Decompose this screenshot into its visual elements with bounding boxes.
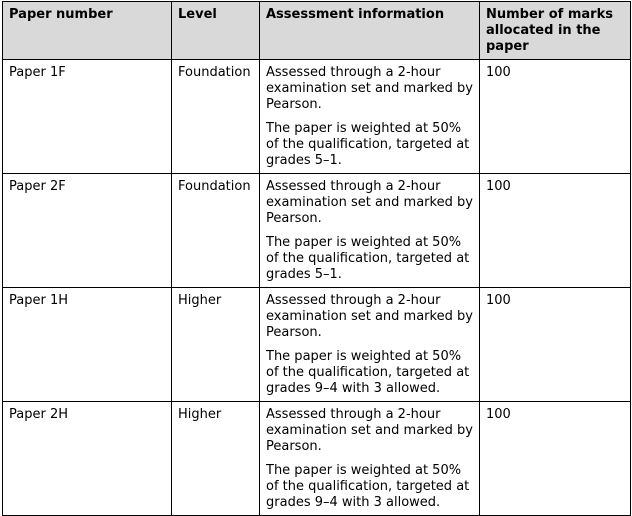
cell-paper: Paper 2H	[3, 402, 172, 516]
cell-level: Higher	[172, 288, 260, 402]
cell-paper: Paper 1F	[3, 60, 172, 174]
cell-marks: 100	[480, 402, 631, 516]
weighting-text: The paper is weighted at 50% of the qualification, targeted at grades 5–1.	[266, 235, 470, 282]
cell-marks: 100	[480, 60, 631, 174]
table-body	[3, 60, 631, 516]
header-row	[3, 2, 631, 60]
cell-level: Foundation	[172, 60, 260, 174]
cell-paper: Paper 1H	[3, 288, 172, 402]
header-number-of-marks: Number of marks allocated in the paper	[480, 2, 631, 60]
header-paper-number: Paper number	[3, 2, 172, 60]
table-row	[3, 60, 631, 174]
cell-marks: 100	[480, 174, 631, 288]
cell-paper: Paper 2F	[3, 174, 172, 288]
cell-level: Higher	[172, 402, 260, 516]
cell-assessment	[260, 174, 480, 288]
cell-assessment	[260, 60, 480, 174]
assessment-text: Assessed through a 2-hour examination set and marked by Pearson.	[266, 65, 473, 112]
table-header	[3, 2, 631, 60]
header-level: Level	[172, 2, 260, 60]
header-assessment-information: Assessment information	[260, 2, 480, 60]
table-row	[3, 288, 631, 402]
cell-assessment	[260, 288, 480, 402]
assessment-text: Assessed through a 2-hour examination set and marked by Pearson.	[266, 293, 473, 340]
table-row	[3, 402, 631, 516]
cell-marks: 100	[480, 288, 631, 402]
cell-assessment	[260, 402, 480, 516]
weighting-text: The paper is weighted at 50% of the qualification, targeted at grades 9–4 with 3 allowed.	[266, 349, 470, 396]
table-row	[3, 174, 631, 288]
cell-level: Foundation	[172, 174, 260, 288]
assessment-text: Assessed through a 2-hour examination set and marked by Pearson.	[266, 179, 473, 226]
weighting-text: The paper is weighted at 50% of the qualification, targeted at grades 5–1.	[266, 121, 470, 168]
assessment-text: Assessed through a 2-hour examination set and marked by Pearson.	[266, 407, 473, 454]
weighting-text: The paper is weighted at 50% of the qualification, targeted at grades 9–4 with 3 allowed.	[266, 463, 470, 510]
assessment-table	[2, 1, 631, 516]
